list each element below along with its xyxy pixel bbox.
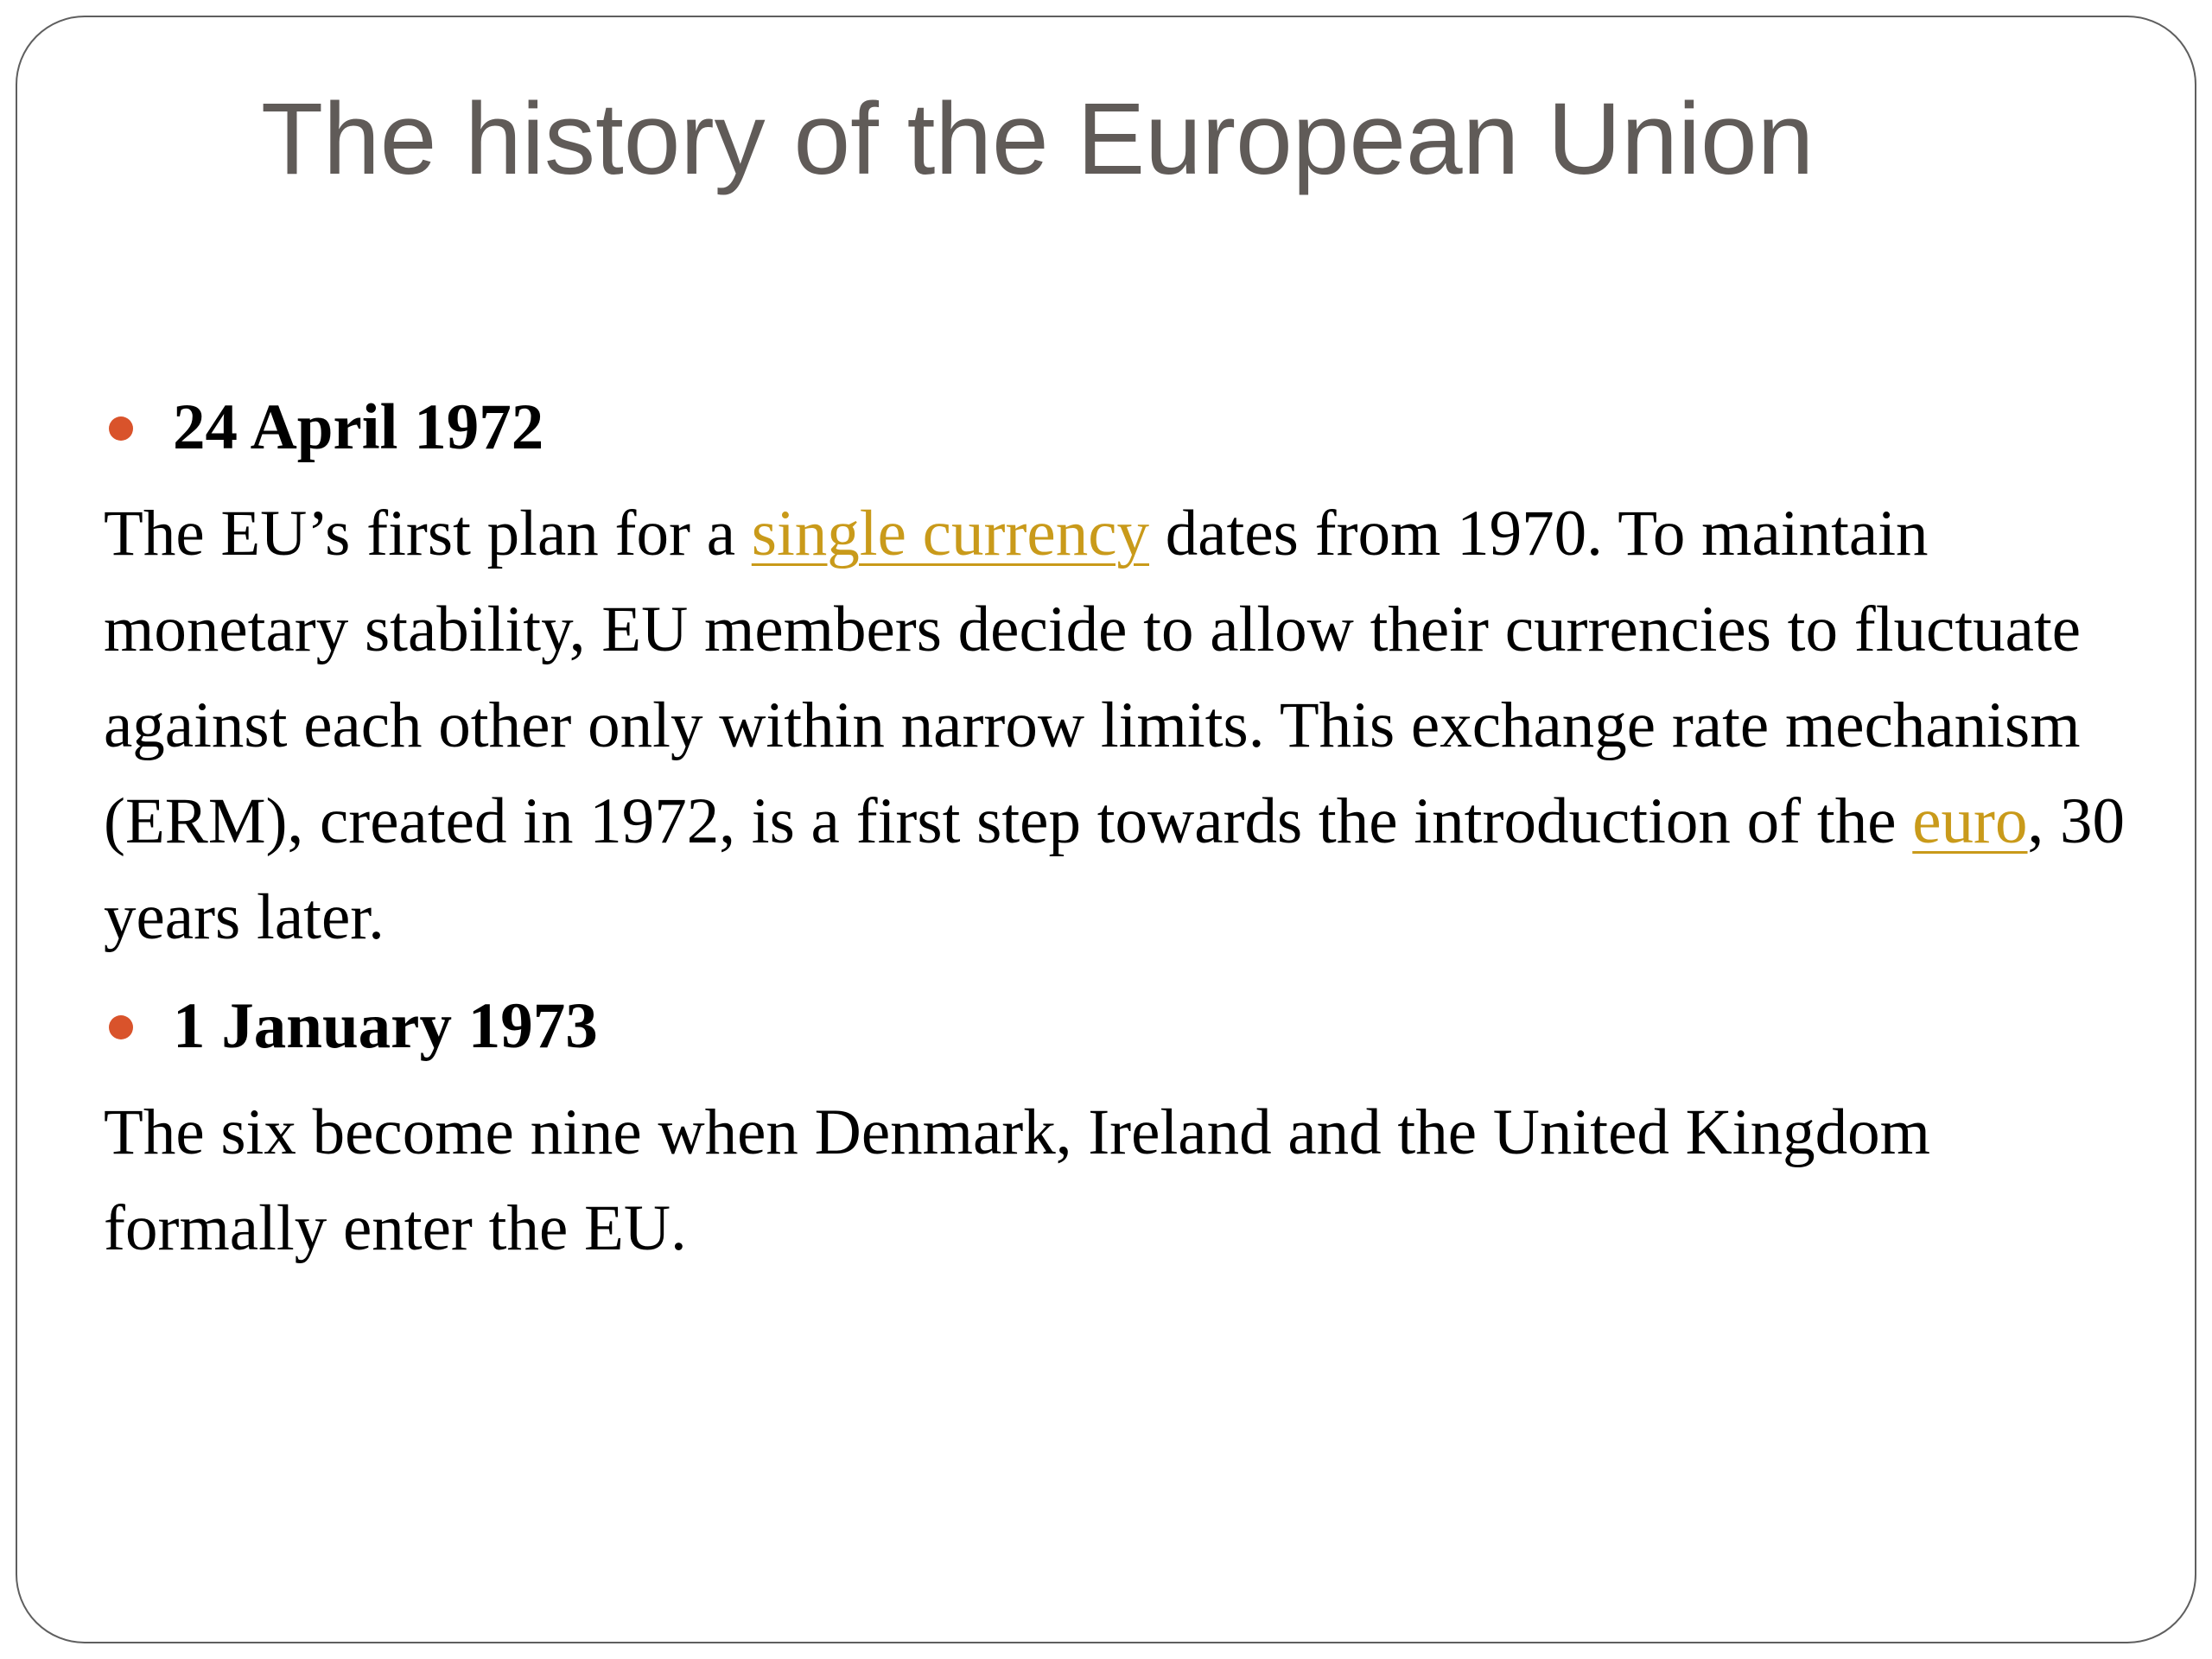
paragraph-text: The six become nine when Denmark, Ireland and the United Kingdom formally enter the EU. bbox=[104, 1096, 1930, 1264]
euro-link[interactable]: euro bbox=[1912, 785, 2028, 857]
paragraph-text: dates from 1970. To maintain monetary stability, EU members decide to allow their currencies to fluctuate against each other only within narrow limits. This exchange rate mechanism (ERM), created in 1972, is a first step towards the introduction of the bbox=[104, 498, 2082, 857]
paragraph-text: The EU’s first plan for a bbox=[104, 498, 752, 569]
bullet-date-label: 1 January 1973 bbox=[173, 990, 598, 1062]
bullet-dot-icon bbox=[109, 416, 133, 441]
slide-frame bbox=[16, 16, 2196, 1643]
slide-title: The history of the European Union bbox=[261, 82, 1815, 196]
bullet-dot-icon bbox=[109, 1015, 133, 1039]
bullet-date-1972 bbox=[104, 380, 2160, 475]
paragraph-1972 bbox=[104, 486, 2160, 965]
slide-content bbox=[104, 380, 2160, 1290]
paragraph-1973 bbox=[104, 1084, 2160, 1276]
paragraph-text: , 30 years later. bbox=[104, 785, 2126, 953]
single-currency-link[interactable]: single currency bbox=[751, 498, 1149, 569]
bullet-date-1973 bbox=[104, 979, 2160, 1074]
bullet-date-label: 24 April 1972 bbox=[173, 391, 544, 463]
